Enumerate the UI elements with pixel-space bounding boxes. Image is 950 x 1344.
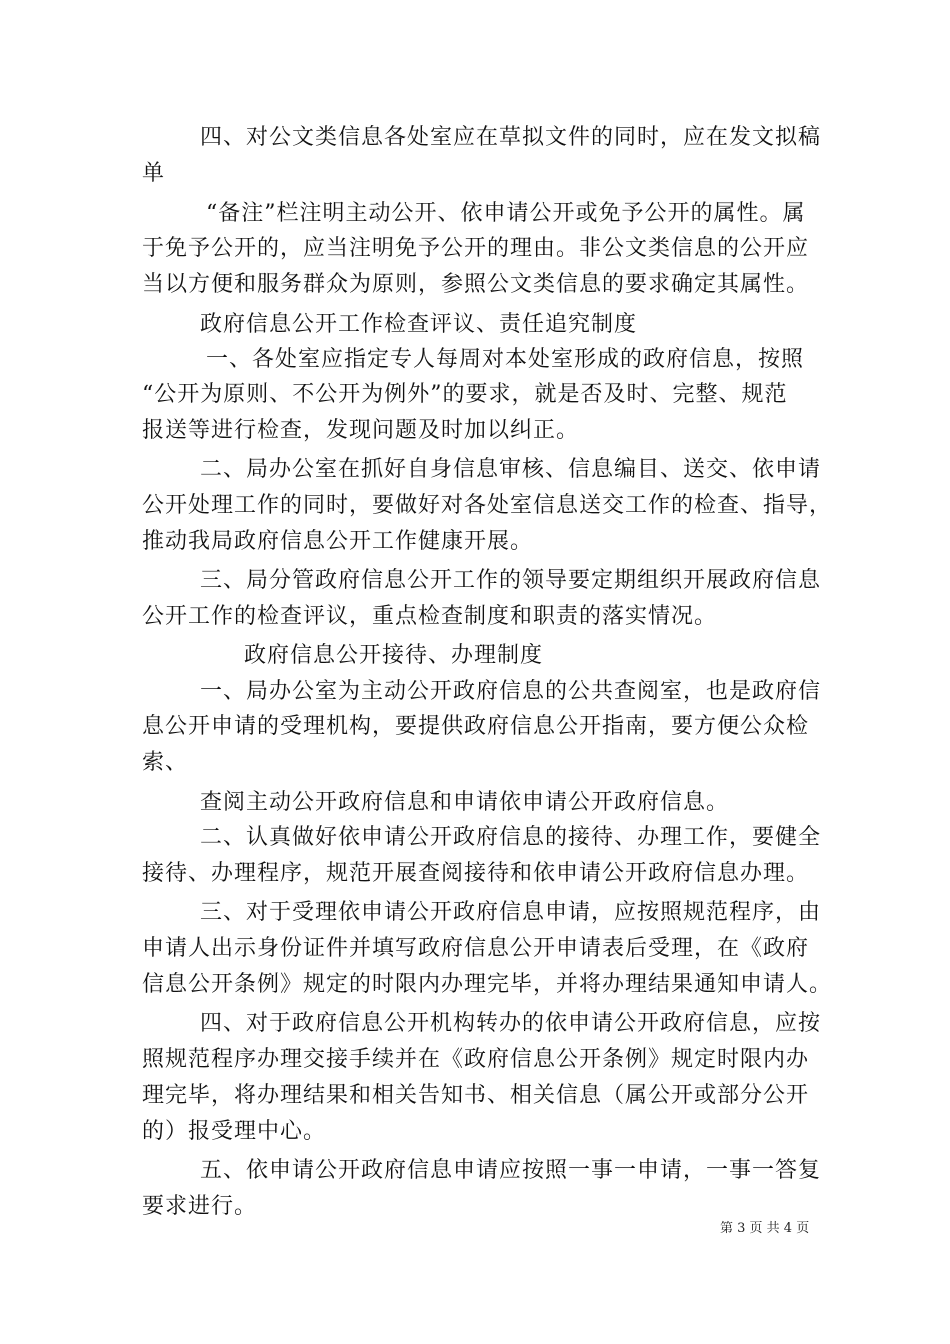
- text-line: 接待、办理程序，规范开展查阅接待和依申请公开政府信息办理。: [142, 861, 810, 886]
- text-line: 报送等进行检查，发现问题及时加以纠正。: [142, 418, 580, 443]
- text-line: 四、对于政府信息公开机构转办的依申请公开政府信息，应按: [200, 1011, 822, 1036]
- text-line: 索、: [142, 750, 189, 775]
- text-line: 二、认真做好依申请公开政府信息的接待、办理工作，要健全: [200, 825, 822, 850]
- text-line: 三、局分管政府信息公开工作的领导要定期组织开展政府信息: [200, 568, 822, 593]
- text-line: 要求进行。: [142, 1194, 258, 1219]
- text-line: 单: [142, 161, 166, 186]
- text-line: 二、局办公室在抓好自身信息审核、信息编目、送交、依申请: [200, 457, 822, 482]
- text-line: 三、对于受理依申请公开政府信息申请，应按照规范程序，由: [200, 900, 822, 925]
- text-line: 照规范程序办理交接手续并在《政府信息公开条例》规定时限内办: [142, 1047, 810, 1072]
- text-line: 一、各处室应指定专人每周对本处室形成的政府信息，按照: [206, 347, 805, 372]
- text-line: 申请人出示身份证件并填写政府信息公开申请表后受理，在《政府: [142, 936, 810, 961]
- text-line: 四、对公文类信息各处室应在草拟文件的同时，应在发文拟稿: [200, 125, 822, 150]
- text-line: “备注”栏注明主动公开、依申请公开或免予公开的属性。属: [206, 201, 806, 226]
- text-line: 息公开申请的受理机构，要提供政府信息公开指南，要方便公众检: [142, 714, 810, 739]
- text-line: 一、局办公室为主动公开政府信息的公共查阅室，也是政府信: [200, 679, 822, 704]
- text-line: 理完毕，将办理结果和相关告知书、相关信息（属公开或部分公开: [142, 1083, 810, 1108]
- section-heading: 政府信息公开工作检查评议、责任追究制度: [200, 312, 638, 337]
- text-line: 公开处理工作的同时，要做好对各处室信息送交工作的检查、指导，: [142, 493, 833, 518]
- text-line: 信息公开条例》规定的时限内办理完毕，并将办理结果通知申请人。: [142, 972, 833, 997]
- text-line: “公开为原则、不公开为例外”的要求，就是否及时、完整、规范: [142, 382, 788, 407]
- text-line: 当以方便和服务群众为原则，参照公文类信息的要求确定其属性。: [142, 272, 810, 297]
- text-line: 查阅主动公开政府信息和申请依申请公开政府信息。: [200, 790, 730, 815]
- text-line: 于免予公开的，应当注明免予公开的理由。非公文类信息的公开应: [142, 236, 810, 261]
- page-number: 第 3 页 共 4 页: [720, 1221, 810, 1236]
- text-line: 公开工作的检查评议，重点检查制度和职责的落实情况。: [142, 604, 718, 629]
- text-line: 五、依申请公开政府信息申请应按照一事一申请，一事一答复: [200, 1158, 822, 1183]
- section-heading: 政府信息公开接待、办理制度: [244, 643, 544, 668]
- text-line: 推动我局政府信息公开工作健康开展。: [142, 529, 534, 554]
- text-line: 的）报受理中心。: [142, 1119, 327, 1144]
